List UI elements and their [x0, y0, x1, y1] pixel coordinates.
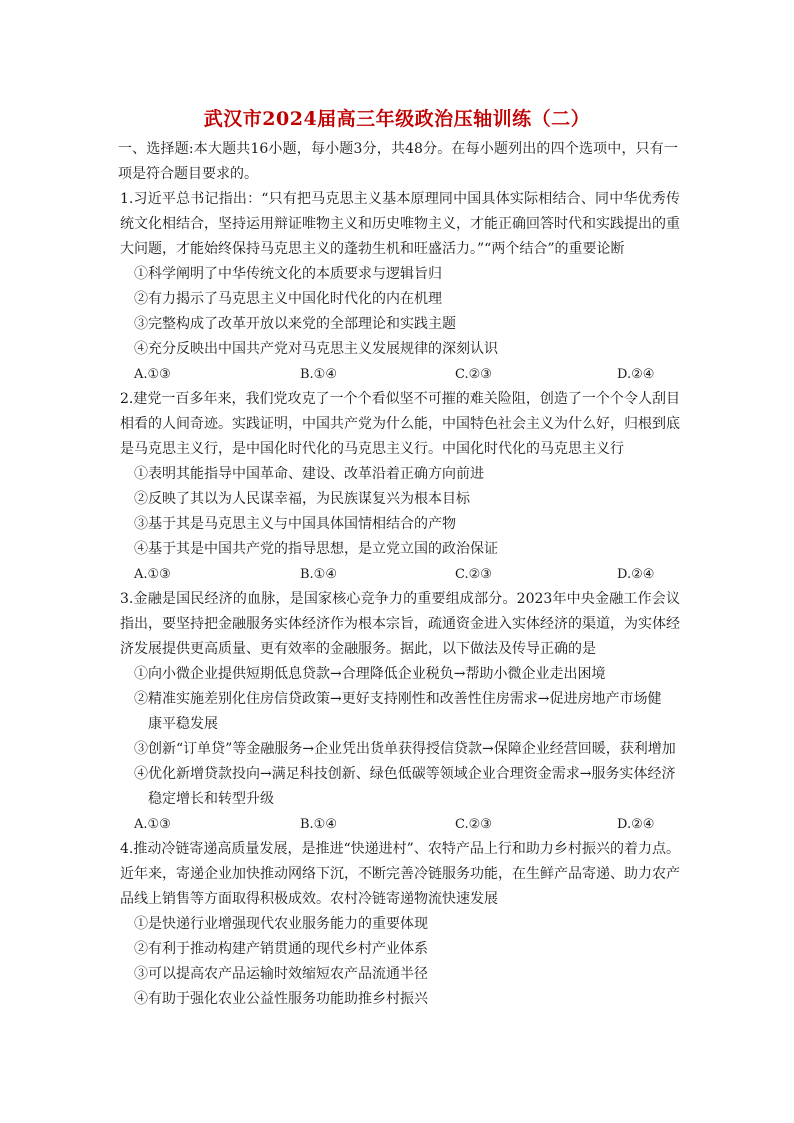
option-item: ③完整构成了改革开放以来党的全部理论和实践主题 [134, 316, 456, 332]
option-item: ④充分反映出中国共产党对马克思主义发展规律的深刻认识 [134, 341, 498, 357]
question-stem: 4.推动冷链寄递高质量发展，是推进“快递进村”、农特产品上行和助力乡村振兴的着力点。近年来，寄递企业加快推动网络下沉，不断完善冷链服务功能，在生鲜产品寄递、助力农产品线上销售等方面取得积极成效。农村冷链寄递物流快速发展 [120, 841, 680, 907]
option-item [120, 762, 680, 812]
choice-c[interactable]: C.②③ [455, 567, 492, 582]
choice-d[interactable]: D.②④ [617, 367, 655, 382]
question-1 [120, 187, 680, 387]
choice-b[interactable]: B.①④ [300, 567, 337, 582]
option-item: ①表明其能指导中国革命、建设、改革沿着正确方向前进 [134, 466, 484, 482]
choice-d[interactable]: D.②④ [617, 567, 655, 582]
option-item: ②反映了其以为人民谋幸福，为民族谋复兴为根本目标 [134, 491, 470, 507]
question-2 [120, 387, 680, 587]
option-item: ②有力揭示了马克思主义中国化时代化的内在机理 [134, 291, 442, 307]
choice-b[interactable]: B.①④ [300, 367, 337, 382]
choice-a[interactable]: A.①③ [134, 567, 171, 582]
question-4 [120, 837, 680, 1012]
option-item: ②有利于推动构建产销贯通的现代乡村产业体系 [134, 941, 428, 957]
answer-choices [120, 812, 680, 837]
choice-c[interactable]: C.②③ [455, 817, 492, 832]
option-continuation: 稳定增长和转型升级 [148, 791, 274, 807]
option-item: ①是快递行业增强现代农业服务能力的重要体现 [134, 916, 428, 932]
option-item: ③可以提高农产品运输时效缩短农产品流通半径 [134, 966, 428, 982]
choice-c[interactable]: C.②③ [455, 367, 492, 382]
option-item: ①科学阐明了中华传统文化的本质要求与逻辑旨归 [134, 266, 442, 282]
question-stem: 3.金融是国民经济的血脉，是国家核心竞争力的重要组成部分。2023年中央金融工作会议指出，要坚持把金融服务实体经济作为根本宗旨，疏通资金进入实体经济的渠道，为实体经济发展提供更高质量、更有效率的金融服务。据此，以下做法及传导正确的是 [120, 591, 680, 657]
question-stem: 2.建党一百多年来，我们党攻克了一个个看似坚不可摧的难关险阻，创造了一个个令人刮目相看的人间奇迹。实践证明，中国共产党为什么能，中国特色社会主义为什么好，归根到底是马克思主义行，是中国化时代化的马克思主义行。中国化时代化的马克思主义行 [120, 391, 680, 457]
option-item: ③基于其是马克思主义与中国具体国情相结合的产物 [134, 516, 456, 532]
option-line: ②精准实施差别化住房信贷政策→更好支持刚性和改善性住房需求→促进房地产市场健 [134, 691, 662, 707]
exam-title: 武汉市2024届高三年级政治压轴训练（二） [203, 108, 591, 130]
choice-a[interactable]: A.①③ [134, 817, 171, 832]
option-item [120, 662, 680, 687]
option-line: ③创新“订单贷”等金融服务→企业凭出货单获得授信贷款→保障企业经营回暖，获利增加 [134, 741, 676, 757]
choice-b[interactable]: B.①④ [300, 817, 337, 832]
option-item: ④基于其是中国共产党的指导思想，是立党立国的政治保证 [134, 541, 498, 557]
option-line: ①向小微企业提供短期低息贷款→合理降低企业税负→帮助小微企业走出困境 [134, 666, 606, 682]
option-continuation: 康平稳发展 [148, 716, 218, 732]
answer-choices [120, 562, 680, 587]
choice-d[interactable]: D.②④ [617, 817, 655, 832]
question-3 [120, 587, 680, 837]
option-item [120, 737, 680, 762]
option-item [120, 687, 680, 737]
section-instructions: 一、选择题:本大题共16小题，每小题3分，共48分。在每小题列出的四个选项中，只有一项是符合题目要求的。 [118, 141, 678, 182]
answer-choices [120, 362, 680, 387]
option-line: ④优化新增贷款投向→满足科技创新、绿色低碳等领域企业合理资金需求→服务实体经济 [134, 766, 676, 782]
choice-a[interactable]: A.①③ [134, 367, 171, 382]
question-stem: 1.习近平总书记指出：“只有把马克思主义基本原理同中国具体实际相结合、同中华优秀传统文化相结合，坚持运用辩证唯物主义和历史唯物主义，才能正确回答时代和实践提出的重大问题，才能始终保持马克思主义的蓬勃生机和旺盛活力。”“两个结合”的重要论断 [120, 191, 680, 257]
option-item: ④有助于强化农业公益性服务功能助推乡村振兴 [134, 991, 428, 1007]
